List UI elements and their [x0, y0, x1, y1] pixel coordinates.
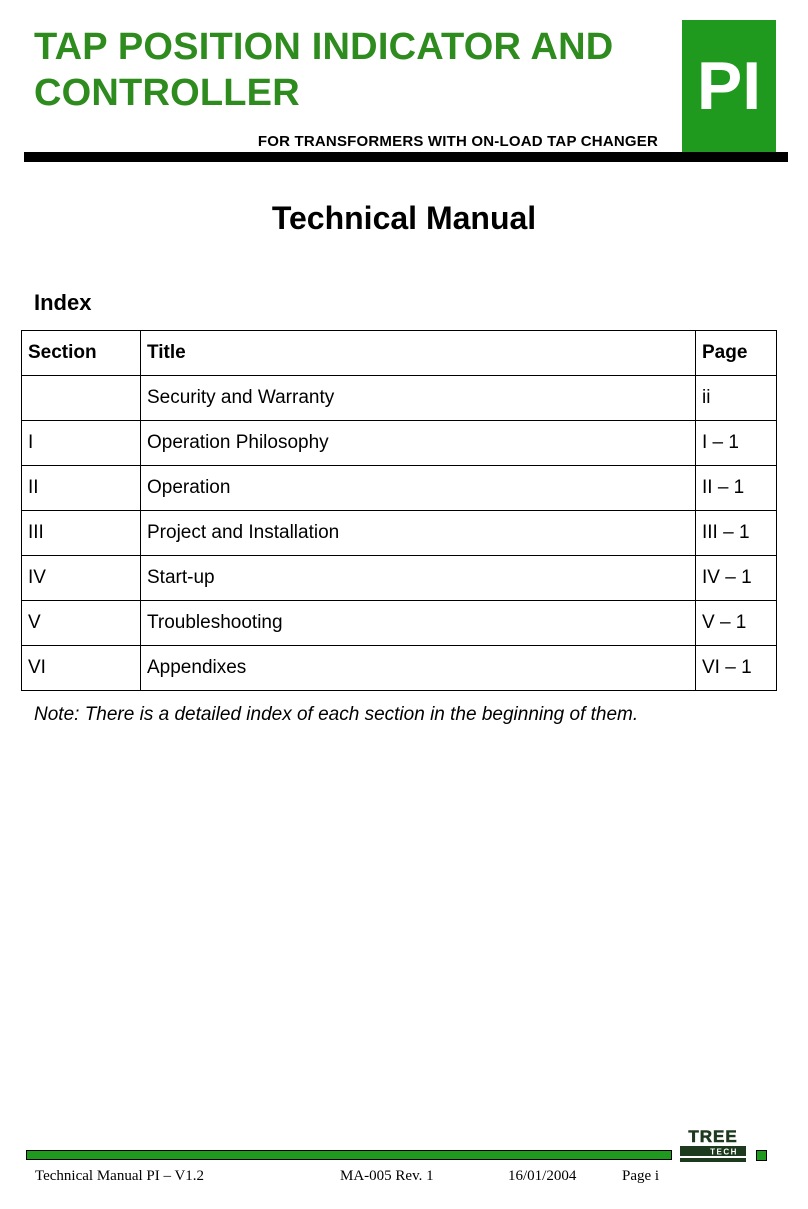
title-cell: Operation Philosophy — [141, 421, 696, 466]
table-row — [22, 556, 777, 601]
logo-text-top: TREE — [688, 1127, 738, 1146]
page-cell: VI – 1 — [696, 646, 777, 691]
footer-page: Page i — [622, 1168, 660, 1184]
footer-bar — [26, 1150, 672, 1160]
table-row — [22, 421, 777, 466]
index-note: Note: There is a detailed index of each section in the beginning of them. — [34, 704, 639, 725]
page-cell: IV – 1 — [696, 556, 777, 601]
page-cell: I – 1 — [696, 421, 777, 466]
table-row — [22, 646, 777, 691]
title-cell: Project and Installation — [141, 511, 696, 556]
index-table-header-row — [22, 331, 777, 376]
section-cell: VI — [22, 646, 141, 691]
table-row — [22, 466, 777, 511]
footer-manual: Technical Manual PI – V1.2 — [35, 1168, 205, 1184]
table-row — [22, 601, 777, 646]
section-cell — [22, 376, 141, 421]
page-cell: III – 1 — [696, 511, 777, 556]
section-cell: III — [22, 511, 141, 556]
product-badge: PI — [682, 20, 776, 152]
title-cell: Security and Warranty — [141, 376, 696, 421]
title-cell: Appendixes — [141, 646, 696, 691]
index-heading: Index — [34, 290, 92, 315]
header-rule — [24, 152, 788, 162]
section-cell: IV — [22, 556, 141, 601]
title-cell: Start-up — [141, 556, 696, 601]
index-table — [21, 330, 777, 691]
section-cell: V — [22, 601, 141, 646]
footer-date: 16/01/2004 — [508, 1168, 577, 1184]
page-cell: ii — [696, 376, 777, 421]
section-cell: I — [22, 421, 141, 466]
title-cell: Operation — [141, 466, 696, 511]
footer-square — [756, 1150, 767, 1161]
title-cell: Troubleshooting — [141, 601, 696, 646]
page-cell: V – 1 — [696, 601, 777, 646]
table-row — [22, 376, 777, 421]
page-cell: II – 1 — [696, 466, 777, 511]
table-row — [22, 511, 777, 556]
logo-text-bottom: TECH — [710, 1147, 738, 1157]
header-page: Page — [696, 331, 777, 376]
header-subtitle: FOR TRANSFORMERS WITH ON-LOAD TAP CHANGER — [257, 133, 658, 150]
footer-doc-code: MA-005 Rev. 1 — [340, 1168, 434, 1184]
section-cell: II — [22, 466, 141, 511]
header-title: Title — [141, 331, 696, 376]
header-section: Section — [22, 331, 141, 376]
document-header-title: TAP POSITION INDICATOR AND CONTROLLER — [34, 26, 614, 114]
treetech-logo — [678, 1126, 748, 1166]
document-title: Technical Manual — [271, 200, 537, 236]
